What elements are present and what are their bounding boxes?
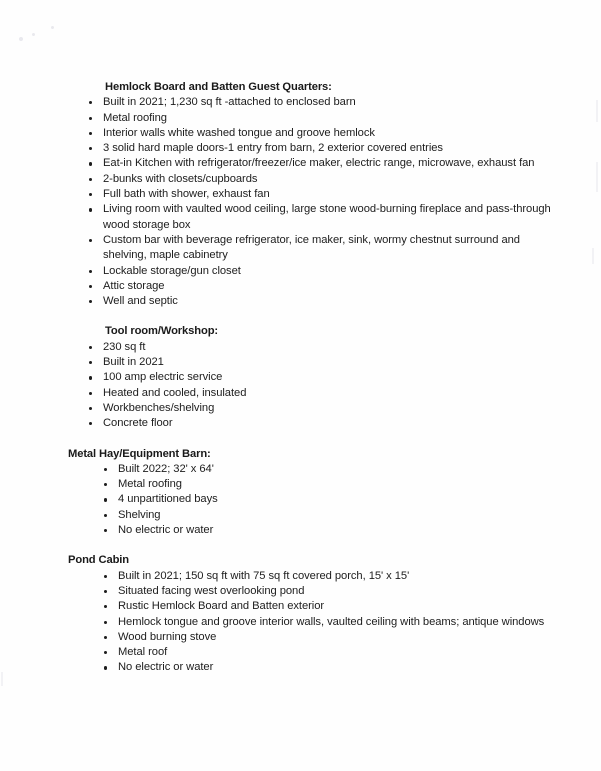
list-item: Interior walls white washed tongue and groove hemlock bbox=[88, 126, 553, 141]
list-item: Metal roof bbox=[103, 645, 558, 660]
list-item: Built in 2021; 150 sq ft with 75 sq ft covered porch, 15' x 15' bbox=[103, 569, 558, 584]
list-item: Workbenches/shelving bbox=[88, 401, 553, 416]
list-item: Situated facing west overlooking pond bbox=[103, 584, 558, 599]
section-bullet-list bbox=[0, 340, 601, 432]
section-heading: Hemlock Board and Batten Guest Quarters: bbox=[105, 81, 332, 93]
list-item: Eat-in Kitchen with refrigerator/freezer/ice maker, electric range, microwave, exhaust fan bbox=[88, 156, 553, 171]
list-item: 3 solid hard maple doors-1 entry from barn, 2 exterior covered entries bbox=[88, 141, 553, 156]
section-bullet-list bbox=[0, 95, 601, 309]
list-item: 100 amp electric service bbox=[88, 370, 553, 385]
list-item: Concrete floor bbox=[88, 416, 553, 431]
list-item: Built in 2021; 1,230 sq ft -attached to enclosed barn bbox=[88, 95, 553, 110]
section-bullet-list bbox=[0, 462, 601, 538]
section-heading: Metal Hay/Equipment Barn: bbox=[68, 447, 211, 460]
sections-container bbox=[0, 80, 601, 676]
document-section bbox=[0, 324, 601, 431]
list-item: 2-bunks with closets/cupboards bbox=[88, 172, 553, 187]
list-item: Built 2022; 32' x 64' bbox=[103, 462, 558, 477]
list-item: Metal roofing bbox=[103, 477, 558, 492]
list-item: Metal roofing bbox=[88, 111, 553, 126]
list-item: No electric or water bbox=[103, 660, 558, 675]
list-item: Attic storage bbox=[88, 279, 553, 294]
list-item: 4 unpartitioned bays bbox=[103, 492, 558, 507]
list-item: Lockable storage/gun closet bbox=[88, 264, 553, 279]
list-item: Shelving bbox=[103, 508, 558, 523]
section-heading: Pond Cabin bbox=[68, 554, 130, 567]
list-item: Hemlock tongue and groove interior walls, vaulted ceiling with beams; antique windows bbox=[103, 615, 558, 630]
list-item: Built in 2021 bbox=[88, 355, 553, 370]
document-section bbox=[0, 80, 601, 309]
document-section bbox=[0, 553, 601, 675]
list-item: Well and septic bbox=[88, 294, 553, 309]
list-item: Full bath with shower, exhaust fan bbox=[88, 187, 553, 202]
section-bullet-list bbox=[0, 569, 601, 676]
list-item: Living room with vaulted wood ceiling, large stone wood-burning fireplace and pass-through wood storage box bbox=[88, 202, 553, 233]
section-heading: Tool room/Workshop: bbox=[105, 325, 219, 338]
list-item: Wood burning stove bbox=[103, 630, 558, 645]
list-item: 230 sq ft bbox=[88, 340, 553, 355]
list-item: No electric or water bbox=[103, 523, 558, 538]
list-item: Heated and cooled, insulated bbox=[88, 386, 553, 401]
list-item: Custom bar with beverage refrigerator, ice maker, sink, wormy chestnut surround and shelving, maple cabinetry bbox=[88, 233, 553, 264]
document-section bbox=[0, 447, 601, 539]
list-item: Rustic Hemlock Board and Batten exterior bbox=[103, 599, 558, 614]
